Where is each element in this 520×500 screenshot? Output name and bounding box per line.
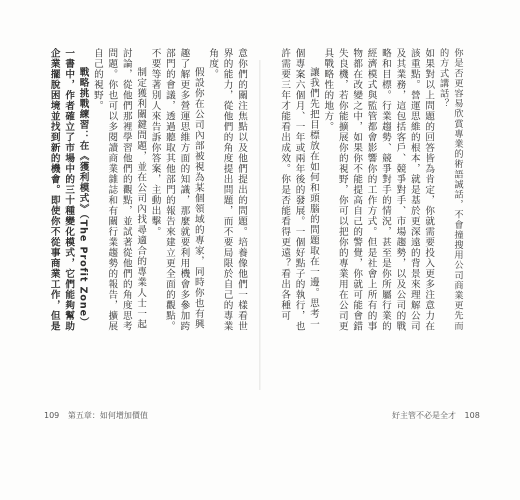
right-running-head: 好主管不必是全才 [392,411,456,420]
left-running-head: 第五章：如何增加價值 [67,411,148,420]
page-gutter [259,60,261,390]
left-paragraph-3: 制定獲利關鍵問題，並在公司內找尋適合的專業人士一起討論，從他們那裡學習他們的觀點，並試著從他們的角度思考問題。你也可以多閱讀商業雜誌和有關行業趨勢的報告，擴展自己的視野。 [91,48,147,332]
right-page [278,48,478,348]
left-paragraph-2: 假設你在公司內部被視為某個領域的專家，同時你也有興趣了解更多營運思維方面的知識，那麼就要利用機會多參加跨部門的會議，透過聽取其他部門的報告來建立更全面的觀點。不要等著別人來告訴你答案，主動出擊。 [149,48,204,332]
left-page-body [48,48,248,338]
right-page-number: 108 [464,411,480,420]
right-paragraph-2: 讓我們先把目標放在如何和頭腦的問題取在一邊。思考一個專案六個月、一年或兩年後的發展。一個好點子的執行，也許需要三年才能看出成效。你是否能看得更遠？看出各種可 [279,48,319,332]
right-folio [392,410,480,421]
left-page [48,48,248,348]
left-page-number: 109 [44,411,60,420]
right-paragraph-1: 如果對以上問題的回答皆為肯定，你就需要投入更多注意力在該重點。營運思維的根本，就是基於更深遠的背景來理解公司及其業務，這包括客戶、競爭對手、市場趨勢，以及公司的戰略和目標。行業趨勢、競爭對手的情況，甚至是你所屬行業的經濟模式與監管都會影響你的工作方式。但是社會上所有的事物都在改變之中，如果你不能提高自己的警覺，你就可能會錯失良機，若你能擴展你的視野，你可以把你的專業用在公司更具戰略性的地方。 [322,48,435,332]
left-folio [44,410,148,421]
right-lead-question: 你是否更容易欣賞專業的術語誠話，不會撞搜用公司商業更先而的方式講話？ [437,48,463,331]
right-page-body [278,48,478,338]
left-paragraph-1: 意你們的關注焦點以及他們提出的問題。培養像他們一樣看世界的能力，從他們的角度提出問題，而不要局限於自己的專業角度。 [207,48,247,332]
left-paragraph-4: 戰略挑戰練習：在《獲利模式》（The Profit Zone）一書中，作者確立了市場中的三十種變化模式，它們能夠幫助企業擺脫困境並找到新的機會。即使你不從事商業工作，但是 [48,48,89,332]
